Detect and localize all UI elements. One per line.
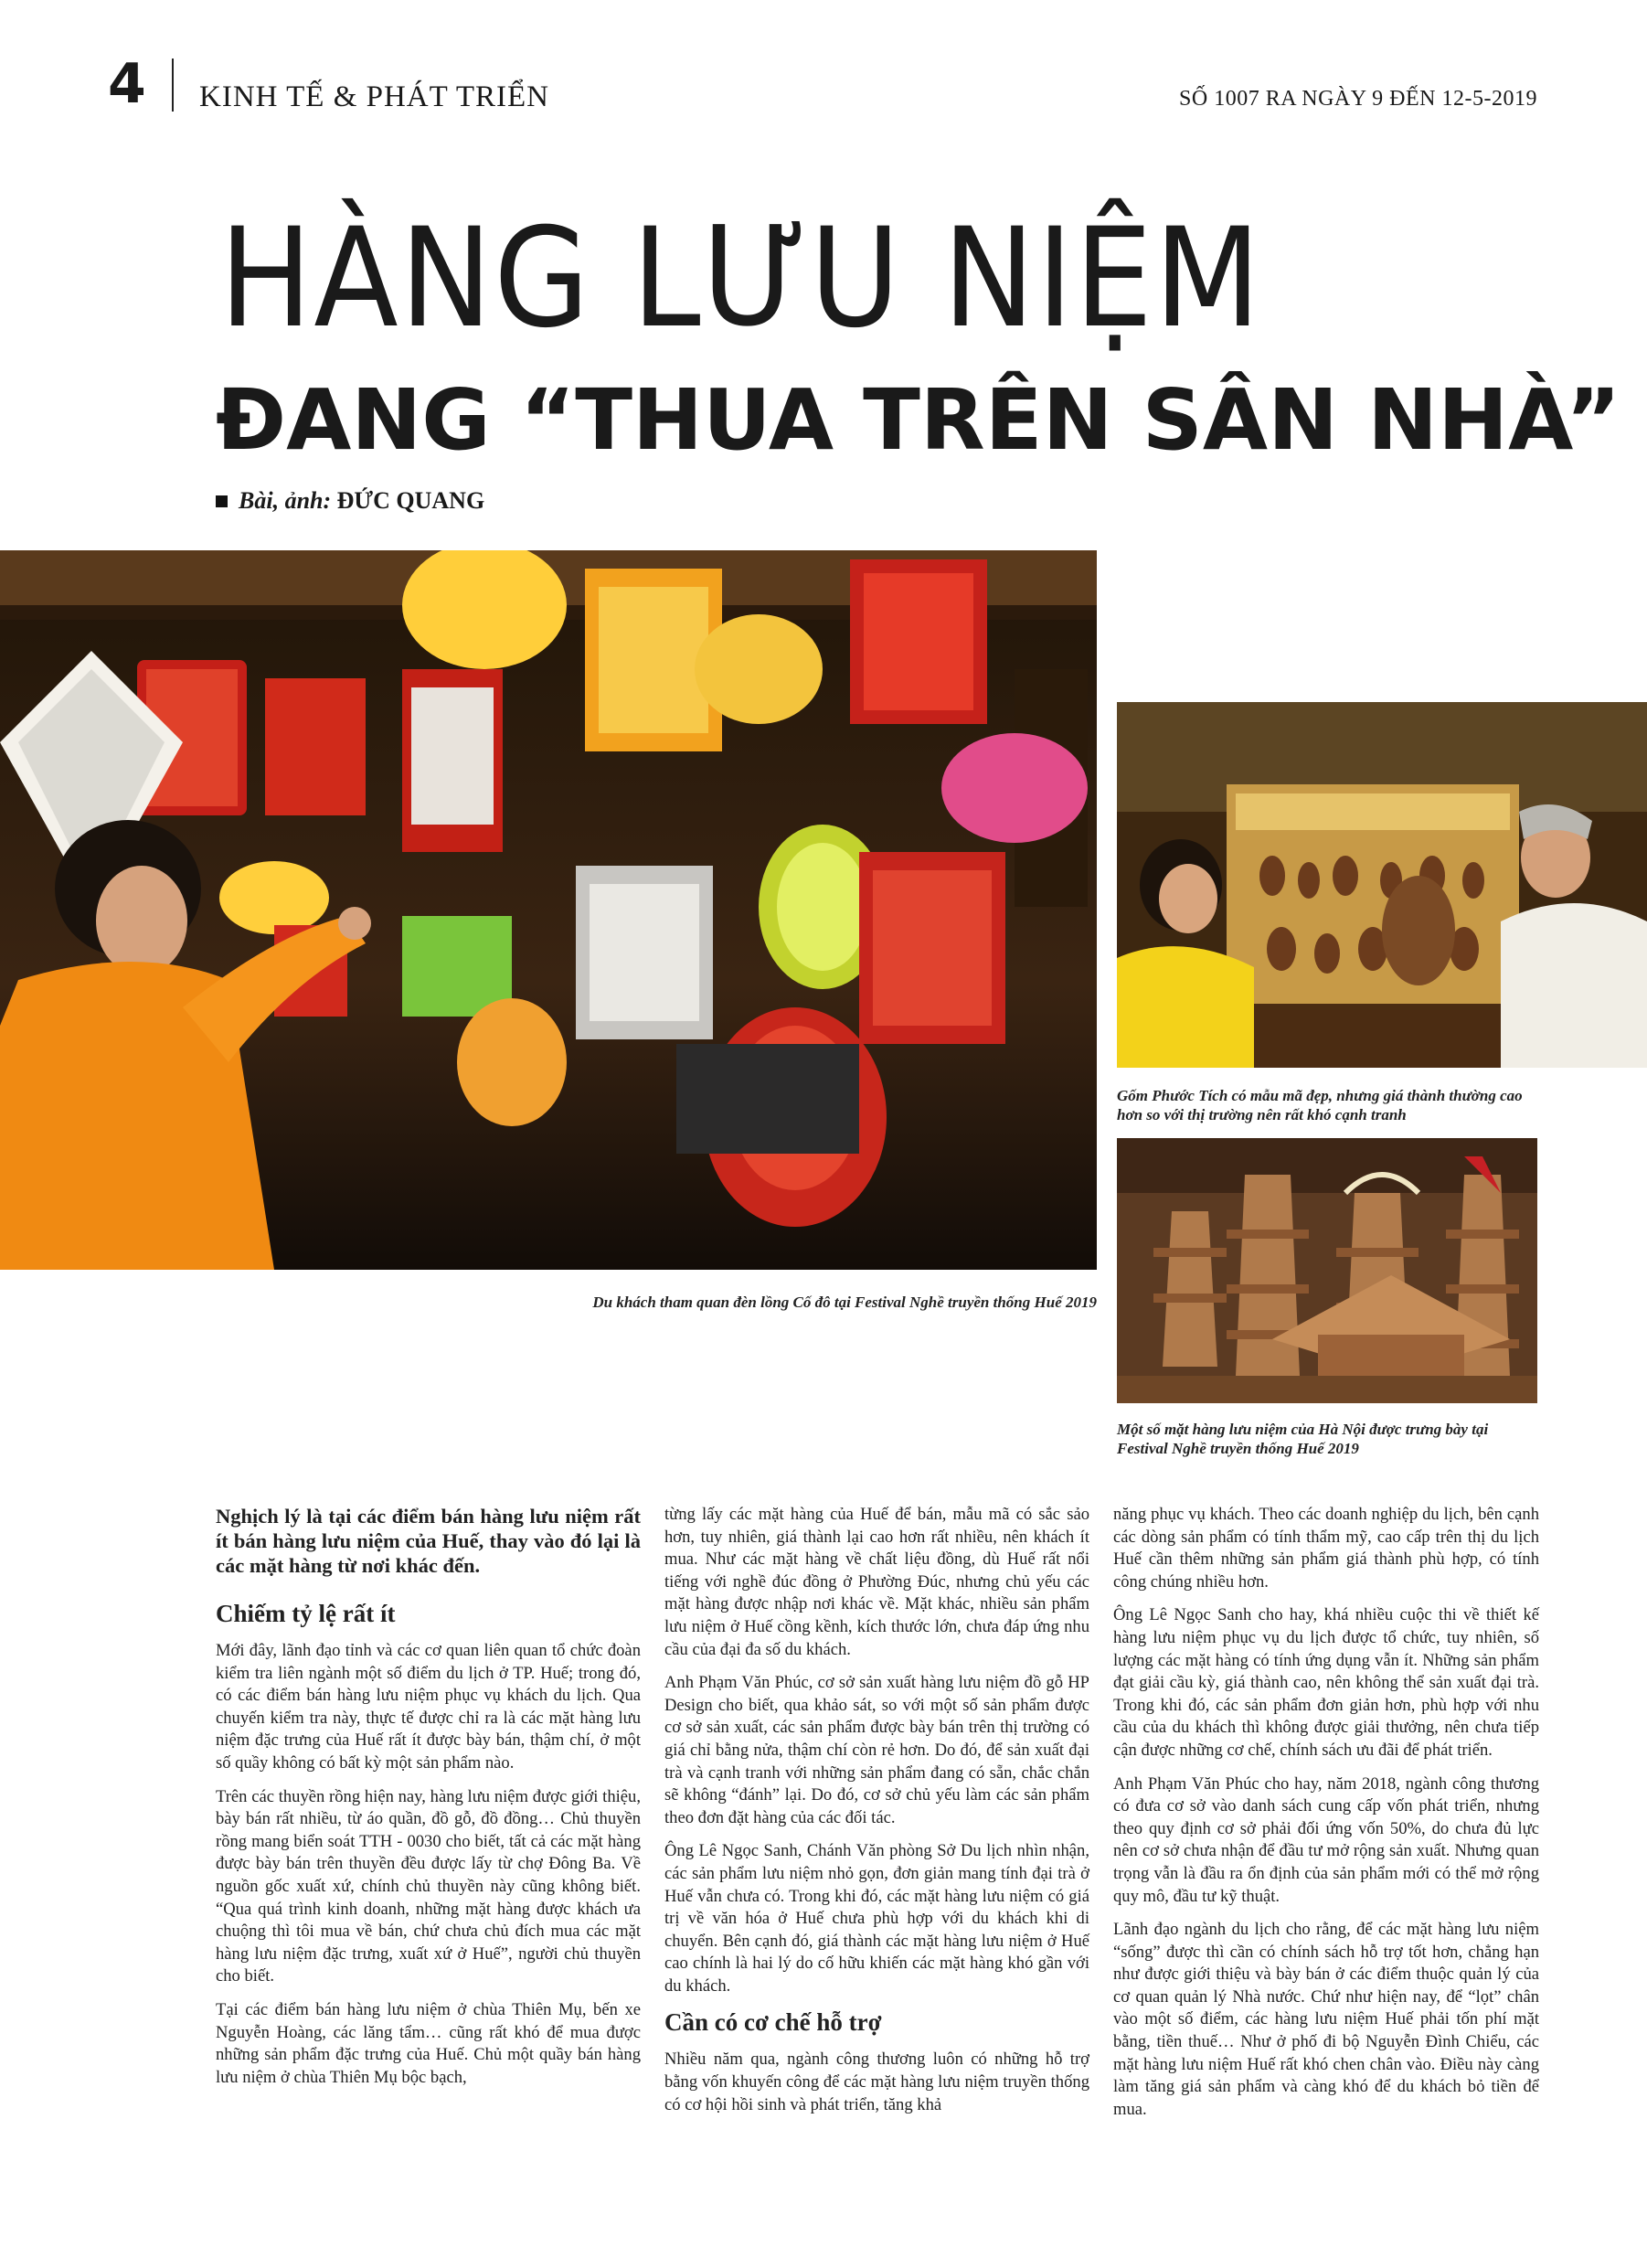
paragraph: Nhiều năm qua, ngành công thương luôn có những hỗ trợ bằng vốn khuyến công để các mặt hàng lưu niệm truyền thống có cơ hội hồi sinh và phát triển, tăng khả bbox=[664, 2050, 1089, 2114]
article-column-1 bbox=[216, 1504, 641, 2100]
byline-author: ĐỨC QUANG bbox=[336, 487, 485, 514]
models-photo bbox=[1117, 1138, 1537, 1403]
header-divider bbox=[172, 59, 174, 112]
article-column-3 bbox=[1113, 1504, 1539, 2132]
page-number: 4 bbox=[108, 52, 146, 116]
headline-line-2: ĐANG “THUA TRÊN SÂN NHÀ” bbox=[216, 371, 1621, 469]
paragraph: Ông Lê Ngọc Sanh, Chánh Văn phòng Sở Du lịch nhìn nhận, các sản phẩm lưu niệm nhỏ gọn, đơn giản mang tính đại trà ở Huế vẫn chưa có. Trong khi đó, các mặt hàng lưu niệm có giá trị về văn hóa ở Huế chưa phù hợp với du khách khi di chuyển. Bên cạnh đó, giá thành các mặt hàng lưu niệm ở Huế cao chính là hai lý do cố hữu khiến các mặt hàng khó gần với du khách. bbox=[664, 1841, 1089, 1996]
paragraph: Mới đây, lãnh đạo tỉnh và các cơ quan liên quan tổ chức đoàn kiểm tra liên ngành một số điểm du lịch ở TP. Huế; trong đó, có các điểm bán hàng lưu niệm phục vụ khách du lịch. Qua chuyến kiểm tra này, thực tế được chỉ ra là các mặt hàng lưu niệm đặc trưng của Huế rất ít được bày bán, thậm chí, ở một số quầy không có bất kỳ một sản phẩm nào. bbox=[216, 1641, 641, 1773]
pottery-scene-illustration bbox=[1117, 702, 1647, 1068]
lantern-scene-illustration bbox=[0, 550, 1097, 1270]
byline bbox=[216, 487, 484, 515]
paragraph: Anh Phạm Văn Phúc cho hay, năm 2018, ngành công thương có đưa cơ sở vào danh sách cung cấp vốn phát triển, nhưng theo quy định cơ sở phải đối ứng vốn 50%, do chưa đủ lực nên cơ sở chưa nhận để đầu tư mở rộng sản xuất. Nhưng quan trọng vẫn là đầu ra ổn định của sản phẩm mới có thể mở rộng quy mô, đầu tư kỹ thuật. bbox=[1113, 1773, 1539, 1906]
paragraph: Anh Phạm Văn Phúc, cơ sở sản xuất hàng lưu niệm đồ gỗ HP Design cho biết, qua khảo sát, so với một số sản phẩm được cơ sở sản xuất, các sản phẩm được bày bán trên thị trường có giá chỉ bằng nửa, thậm chí còn rẻ hơn. Do đó, để sản xuất đại trà và cạnh tranh với những sản phẩm đang có sẵn, chắc chắn sẽ không “đánh” lại. Do đó, cơ sở chủ yếu làm các sản phẩm theo đơn đặt hàng của các đối tác. bbox=[664, 1673, 1089, 1827]
models-photo-caption: Một số mặt hàng lưu niệm của Hà Nội được trưng bày tại Festival Nghề truyền thống Huế 2019 bbox=[1117, 1421, 1489, 1457]
subheading-2: Cần có cơ chế hỗ trợ bbox=[664, 2008, 882, 2037]
article-column-2 bbox=[664, 1504, 1089, 2127]
bullet-square-icon bbox=[216, 495, 228, 507]
paragraph: Trên các thuyền rồng hiện nay, hàng lưu niệm được giới thiệu, bày bán rất nhiều, từ áo quần, đồ gỗ, đồ đồng… Chủ thuyền rồng mang biển soát TTH - 0030 cho biết, tất cả các mặt hàng được bày bán trên thuyền đều được lấy từ chợ Đông Ba. Về nguồn gốc xuất xứ, chính chủ thuyền này cũng không biết. “Qua quá trình kinh doanh, những mặt hàng được khách ưa chuộng thì tôi mua về bán, chứ chưa chủ đích mua các mặt hàng lưu niệm đặc trưng, xuất xứ ở Huế”, người chủ thuyền cho biết. bbox=[216, 1786, 641, 1986]
byline-label: Bài, ảnh: bbox=[239, 487, 332, 514]
main-photo-lanterns bbox=[0, 550, 1097, 1270]
main-photo-caption: Du khách tham quan đèn lồng Cố đô tại Festival Nghề truyền thống Huế 2019 bbox=[592, 1294, 1097, 1311]
headline-line-1: HÀNG LƯU NIỆM bbox=[219, 199, 1263, 358]
paragraph: Tại các điểm bán hàng lưu niệm ở chùa Thiên Mụ, bến xe Nguyễn Hoàng, các lăng tẩm… cũng rất khó để mua được những sản phẩm đặc trưng của Huế. Chủ một quầy bán hàng lưu niệm ở chùa Thiên Mụ bộc bạch, bbox=[216, 1999, 641, 2087]
article-lead: Nghịch lý là tại các điểm bán hàng lưu niệm rất ít bán hàng lưu niệm của Huế, thay vào đó lại là các mặt hàng từ nơi khác đến. bbox=[216, 1505, 641, 1577]
pagoda-models-illustration bbox=[1117, 1138, 1537, 1403]
issue-info: SỐ 1007 RA NGÀY 9 ĐẾN 12-5-2019 bbox=[1179, 87, 1537, 111]
paragraph: từng lấy các mặt hàng của Huế để bán, mẫu mã có sắc sảo hơn, tuy nhiên, giá thành lại cao hơn rất nhiều, nên khách ít mua. Như các mặt hàng về chất liệu đồng, dù Huế rất nổi tiếng với nghề đúc đồng ở Phường Đúc, nhưng chủ yếu các mặt hàng được nhập nơi khác về. Mặt khác, nhiều sản phẩm lưu niệm ở Huế cồng kềnh, kích thước lớn, chưa đáp ứng nhu cầu của đại đa số du khách. bbox=[664, 1505, 1089, 1659]
paragraph: năng phục vụ khách. Theo các doanh nghiệp du lịch, bên cạnh các dòng sản phẩm có tính thẩm mỹ, cao cấp trên thị du lịch Huế cần thêm những sản phẩm giá thành phù hợp, có tính công chúng nhiều hơn. bbox=[1113, 1505, 1539, 1592]
subheading-1: Chiếm tỷ lệ rất ít bbox=[216, 1600, 396, 1627]
pottery-photo-caption: Gốm Phước Tích có mẫu mã đẹp, nhưng giá thành thường cao hơn so với thị trường nên rất khó cạnh tranh bbox=[1117, 1087, 1523, 1123]
section-name: KINH TẾ & PHÁT TRIỂN bbox=[199, 80, 549, 113]
pottery-photo bbox=[1117, 702, 1647, 1068]
paragraph: Ông Lê Ngọc Sanh cho hay, khá nhiều cuộc thi về thiết kế hàng lưu niệm phục vụ du lịch được tổ chức, tuy nhiên, số lượng các mặt hàng có tính ứng dụng vẫn ít. Những sản phẩm đạt giải cầu kỳ, giá thành cao, nên không thể sản xuất đại trà. Trong khi đó, các sản phẩm đơn giản hơn, phù hợp với nhu cầu của du khách thì không được giải thưởng, nên chưa tiếp cận được những cơ chế, chính sách ưu đãi để phát triển. bbox=[1113, 1605, 1539, 1760]
paragraph: Lãnh đạo ngành du lịch cho rằng, để các mặt hàng lưu niệm “sống” được thì cần có chính sách hỗ trợ tốt hơn, chẳng hạn như được giới thiệu và bày bán ở các điểm thuộc quản lý của cơ quan quản lý Nhà nước. Chứ như hiện nay, để “lọt” chân vào một số điểm, các hàng lưu niệm Huế phải tốn phí mặt bằng, tiền thuế… Như ở phố đi bộ Nguyễn Đình Chiểu, các mặt hàng lưu niệm Huế rất khó chen chân vào. Điều này càng làm tăng giá sản phẩm và càng khó để du khách bỏ tiền để mua. bbox=[1113, 1920, 1539, 2119]
